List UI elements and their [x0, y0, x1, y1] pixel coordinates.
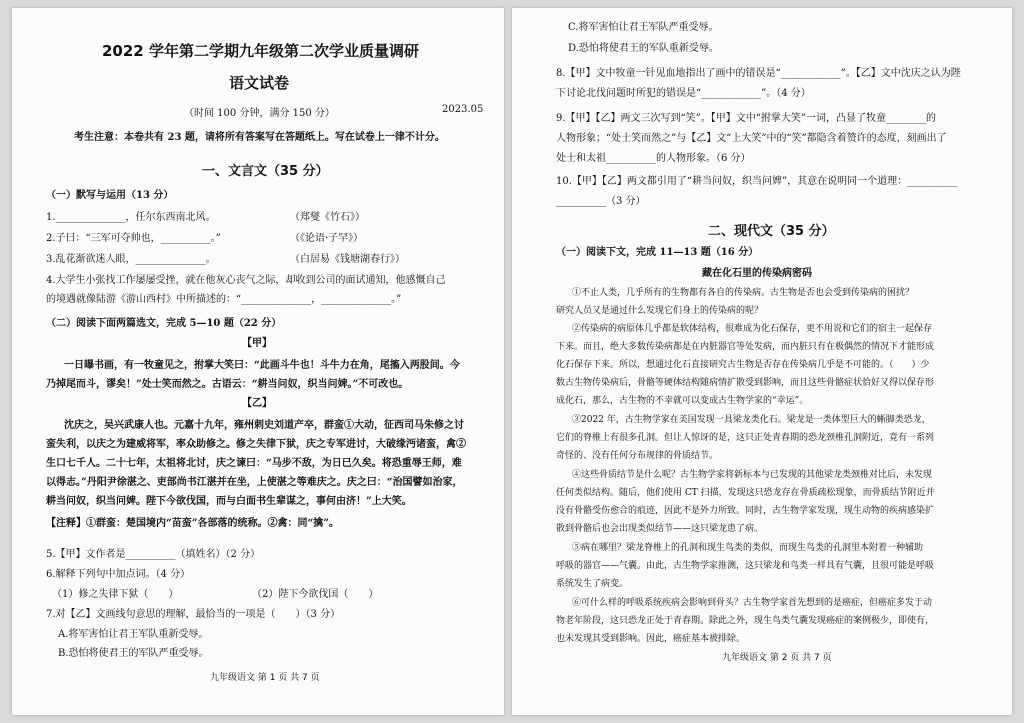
passage-jia-line: 一日曝书画，有一牧童见之，拊掌大笑曰：“此画斗牛也！斗牛力在角，尾搐入两股间。今 [64, 360, 460, 371]
article-paragraph-line: 它们的脊椎上有很多孔洞。但让人惊讶的是，这只正处青春期的恐龙颈椎孔洞附近，竟有一系列 [556, 433, 935, 443]
question-6-option-2: （2）陛下今欲伐国（ ） [252, 589, 379, 600]
article-paragraph-line: ③2022 年，古生物学家在美国发现一具梁龙类化石。梁龙是一类体型巨大的蜥脚类恐龙， [572, 415, 931, 425]
article-paragraph-line: 成化石，那么，古生物的不幸就可以变成古生物学家的“幸运”。 [556, 396, 809, 406]
question-5: 5.【甲】文作者是__________（填姓名）（2 分） [46, 549, 261, 560]
part-heading-2: （二）阅读下面两篇选文，完成 5—10 题（22 分） [46, 318, 282, 329]
article-paragraph-line: ②传染病的病原体几乎都是软体结构，很难成为化石保存，更不用说和它们的宿主一起保存 [572, 324, 933, 334]
exam-page-1 [12, 8, 504, 715]
passage-yi-line: 蛮失利，以庆之为建威将军，率众助修之。修之失律下狱，庆之专军进讨，大破缘沔诸蛮，禽② [46, 439, 466, 450]
question-7-option-b: B.恐怕将使君王的军队严重受辱。 [58, 648, 209, 659]
question-6: 6.解释下列句中加点词。（4 分） [46, 569, 191, 580]
article-paragraph-line: ④这些骨质结节是什么呢？古生物学家将新标本与已发现的其他梁龙类颈椎对比后，未发现 [572, 470, 933, 480]
article-paragraph-line: ①不止人类，几乎所有的生物都有各自的传染病。古生物是否也会受到传染病的困扰？ [572, 288, 915, 298]
passage-yi-label: 【乙】 [242, 398, 272, 409]
passage-yi-line: 以得志。”丹阳尹徐湛之、吏部尚书江湛并在坐，上使湛之等难庆之。庆之曰：“治国譬如治家， [46, 477, 463, 488]
question-8-line-1: 8.【甲】文中牧童一针见血地指出了画中的错误是“____________”。【乙】文中沈庆之认为陛 [556, 68, 961, 79]
question-3: 3.乱花渐欲迷人眼，______________。 [46, 254, 216, 265]
question-10-line-1: 10.【甲】【乙】两文都引用了“耕当问奴，织当问婢”，其意在说明同一个道理：__________ [556, 176, 958, 187]
article-paragraph-line: 也未发现其受到影响。因此，癌症基本被排除。 [556, 634, 746, 644]
question-4-line-1: 4.大学生小张找工作屡屡受挫，就在他灰心丧气之际，却收到公司的面试通知，他感慨自己 [46, 275, 446, 286]
exam-title: 2022 学年第二学期九年级第二次学业质量调研 [102, 42, 419, 60]
article-title: 藏在化石里的传染病密码 [702, 268, 812, 279]
article-paragraph-line: 下来。而且，绝大多数传染病都是在内脏器官等处发病，而内脏只有在极偶然的情况下才能形成 [556, 342, 935, 352]
article-paragraph-line: 奇怪的、没有任何分布规律的骨质结节。 [556, 451, 719, 461]
article-paragraph-line: 散到骨骼后也会出现类似结节——这只梁龙患了病。 [556, 524, 764, 534]
part-heading-1: （一）默写与运用（13 分） [46, 190, 174, 201]
question-4-line-2: 的境遇就像陆游《游山西村》中所描述的：“______________，______________。” [46, 294, 402, 305]
question-1-source: （郑燮《竹石》） [290, 212, 365, 223]
article-paragraph-line: 数古生物传染病后，骨骼等硬体结构随病情扩散受到影响，而且这些骨骼症状恰好又得以保存形 [556, 378, 935, 388]
question-8-line-2: 下讨论北伐问题时所犯的错误是“____________”。（4 分） [556, 88, 811, 99]
article-paragraph-line: ⑥可什么样的呼吸系统疾病会影响到骨头？古生物学家首先想到的是癌症，但癌症多发于动 [572, 598, 933, 608]
passage-yi-line: 耕当问奴，织当问婢。陛下今欲伐国，而与白面书生辈谋之，事何由济！”上大笑。 [46, 496, 412, 507]
article-paragraph-line: 物老年阶段，这只恐龙正处于青春期。除此之外，现生鸟类气囊发现癌症的案例极少，即使有， [556, 616, 935, 626]
article-paragraph-line: 任何类似结构。随后，他们使用 CT 扫描，发现这只恐龙存在骨质疏松现象，而骨质结节附近并 [556, 488, 935, 498]
question-3-source: （白居易《钱塘湖春行》） [290, 254, 405, 265]
exam-notice: 考生注意：本卷共有 23 题，请将所有答案写在答题纸上。写在试卷上一律不计分。 [74, 132, 445, 143]
article-paragraph-line: 系统发生了病变。 [556, 579, 629, 589]
question-10-line-2: __________（3 分） [556, 196, 646, 207]
exam-date: 2023.05 [442, 104, 484, 115]
time-info: （时间 100 分钟，满分 150 分） [184, 108, 335, 119]
question-2-source: （《论语·子罕》） [290, 233, 364, 244]
passage-yi-line: 生口七千人。二十七年，太祖将北讨，庆之谏曰：“马步不敌，为日已久矣。将恐重辱王师，难 [46, 458, 462, 469]
question-7-option-c: C.将军害怕让君王军队严重受辱。 [568, 22, 719, 33]
article-paragraph-line: 呼吸的器官——气囊。由此，古生物学家推测，这只梁龙和鸟类一样具有气囊，且很可能是呼吸 [556, 561, 935, 571]
section-heading-1: 一、文言文（35 分） [202, 164, 329, 179]
exam-page-2 [512, 8, 1012, 715]
question-9-line-3: 处士和太祖__________的人物形象。（6 分） [556, 153, 751, 164]
passage-jia-line: 乃掉尾而斗，谬矣！”处士笑而然之。古语云：“耕当问奴，织当问婢。”不可改也。 [46, 379, 409, 390]
question-7-option-a: A.将军害怕让君王军队重新受辱。 [58, 629, 209, 640]
question-1: 1.______________，任尔东西南北风。 [46, 212, 216, 223]
question-2: 2.子曰：“三军可夺帅也，__________。” [46, 233, 221, 244]
article-paragraph-line: 没有骨骼受伤愈合的痕迹，因此不是外力所致。同时，古生物学家发现，现生动物的疾病感染扩 [556, 506, 935, 516]
passage-jia-label: 【甲】 [242, 338, 272, 349]
question-7-option-d: D.恐怕将使君王的军队重新受辱。 [568, 43, 719, 54]
article-paragraph-line: 化石保存下来。所以，想通过化石直接研究古生物是否存在传染病几乎是不可能的。（ ）少 [556, 360, 930, 370]
part-heading-3: （一）阅读下文，完成 11—13 题（16 分） [556, 247, 759, 258]
exam-subtitle: 语文试卷 [229, 74, 290, 92]
question-9-line-1: 9.【甲】【乙】两文三次写到“笑”。【甲】文中“拊掌大笑”一词，凸显了牧童________的 [556, 113, 936, 124]
question-6-option-1: （1）修之失律下狱（ ） [52, 589, 179, 600]
question-7: 7.对【乙】文画线句意思的理解，最恰当的一项是（ ）（3 分） [46, 609, 341, 620]
section-heading-2: 二、现代文（35 分） [708, 224, 835, 239]
article-paragraph-line: ⑤病在哪里？梁龙脊椎上的孔洞和现生鸟类的类似，而现生鸟类的孔洞里本附着一种辅助 [572, 543, 924, 553]
annotation-note: 【注释】①群蛮：楚国境内“苗蛮”各部落的统称。②禽：同“擒”。 [46, 518, 340, 529]
question-9-line-2: 人物形象；“处士笑而然之”与【乙】文“上大笑”中的“笑”都隐含着赞许的态度，刻画出了 [556, 133, 947, 144]
passage-yi-line: 沈庆之，吴兴武康人也。元嘉十九年，雍州刺史刘道产卒，群蛮①大动，征西司马朱修之讨 [64, 420, 464, 431]
page-footer-2: 九年级语文 第 2 页 共 7 页 [722, 653, 832, 663]
page-footer-1: 九年级语文 第 1 页 共 7 页 [210, 673, 320, 683]
article-paragraph-line: 研究人员又是通过什么发现它们身上的传染病的呢？ [556, 306, 764, 316]
